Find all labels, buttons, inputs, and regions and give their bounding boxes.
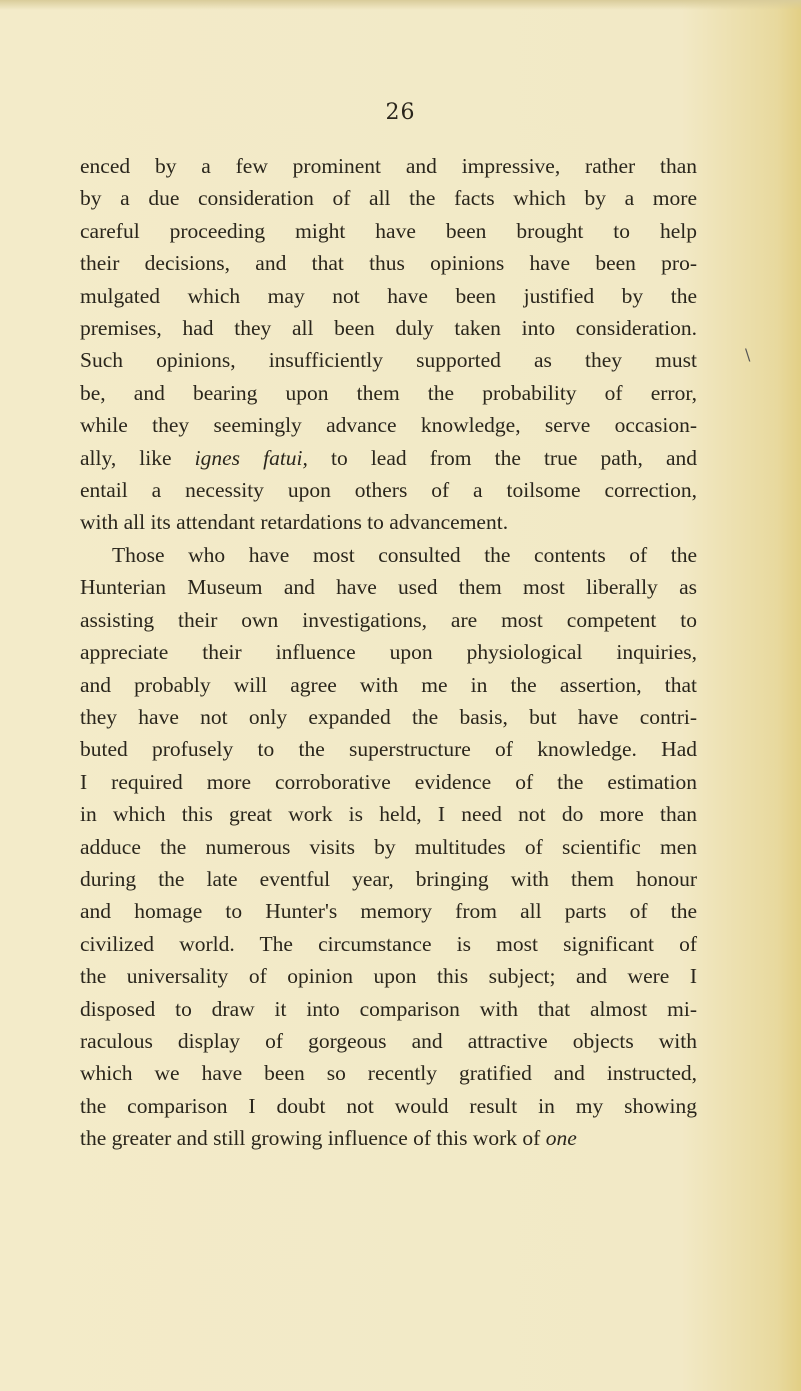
text-line: mulgated which may not have been justified by the	[80, 283, 697, 308]
margin-mark: \	[745, 345, 751, 364]
text-line: assisting their own investigations, are most competent to	[80, 607, 697, 632]
text-line: their decisions, and that thus opinions have been pro-	[80, 251, 697, 276]
text-line: which we have been so recently gratified and instructed,	[80, 1061, 697, 1086]
text-line: and probably will agree with me in the assertion, that	[80, 672, 697, 697]
text-line: careful proceeding might have been brought to help	[80, 218, 697, 243]
body-text	[80, 150, 697, 1155]
text-line: entail a necessity upon others of a toilsome correction,	[80, 478, 697, 503]
page-number: 26	[385, 100, 416, 125]
italic-phrase: ignes fatui,	[194, 445, 308, 470]
text-line: Hunterian Museum and have used them most liberally as	[80, 575, 697, 600]
text-line: civilized world. The circumstance is most significant of	[80, 931, 697, 956]
text-segment: the greater and still growing influence of this work of	[80, 1126, 546, 1151]
text-line-ignes-fatui	[80, 442, 697, 474]
paragraph-start-line: Those who have most consulted the contents of the	[112, 542, 697, 567]
text-line: Such opinions, insufficiently supported as they must	[80, 348, 697, 373]
text-line: I required more corroborative evidence of the estimation	[80, 769, 697, 794]
text-line: the comparison I doubt not would result in my showing	[80, 1093, 697, 1118]
text-line: with all its attendant retardations to advancement.	[80, 510, 509, 535]
text-line: appreciate their influence upon physiological inquiries,	[80, 640, 697, 665]
final-text-line	[80, 1122, 697, 1154]
text-line: while they seemingly advance knowledge, serve occasion-	[80, 413, 697, 438]
text-line: and homage to Hunter's memory from all parts of the	[80, 899, 697, 924]
text-line: the universality of opinion upon this subject; and were I	[80, 964, 697, 989]
text-line: be, and bearing upon them the probability of error,	[80, 380, 697, 405]
text-line: they have not only expanded the basis, but have contri-	[80, 704, 697, 729]
page-edge-shadow	[0, 0, 801, 10]
text-line: by a due consideration of all the facts which by a more	[80, 186, 697, 211]
italic-word: one	[545, 1126, 577, 1151]
text-line: disposed to draw it into comparison with that almost mi-	[80, 996, 697, 1021]
text-line: in which this great work is held, I need not do more than	[80, 802, 697, 827]
text-line: adduce the numerous visits by multitudes of scientific men	[80, 834, 697, 859]
text-segment: to lead from the true path, and	[307, 445, 697, 470]
text-line: enced by a few prominent and impressive, rather than	[80, 154, 697, 178]
text-segment: ally, like	[80, 445, 195, 470]
text-line: buted profusely to the superstructure of knowledge. Had	[80, 737, 697, 762]
text-line: raculous display of gorgeous and attractive objects with	[80, 1028, 697, 1053]
text-line: during the late eventful year, bringing with them honour	[80, 866, 697, 891]
text-line: premises, had they all been duly taken into consideration.	[80, 316, 697, 341]
